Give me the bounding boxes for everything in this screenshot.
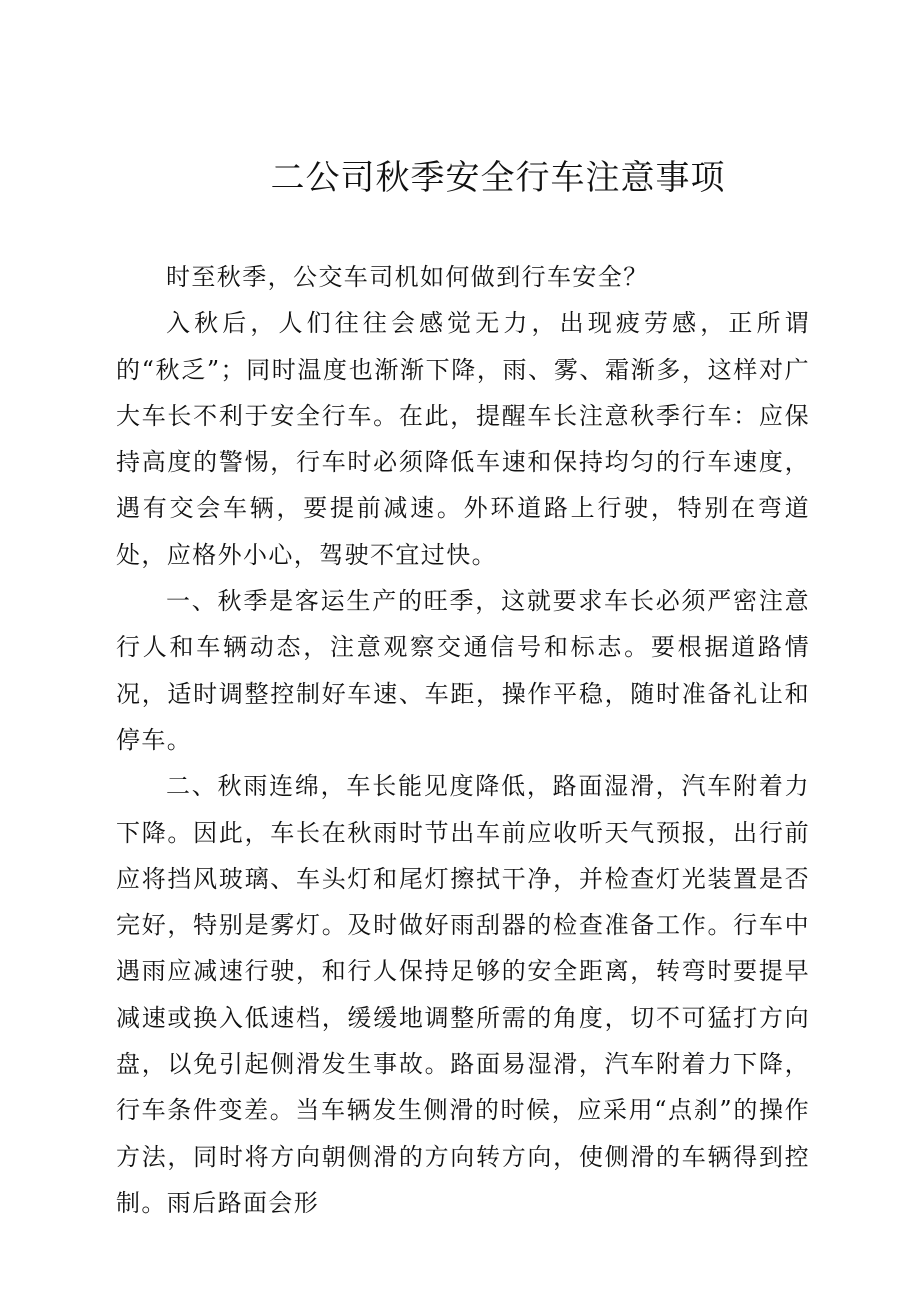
paragraph-point-two: 二、秋雨连绵，车长能见度降低，路面湿滑，汽车附着力下降。因此，车长在秋雨时节出车前应收听天气预报，出行前应将挡风玻璃、车头灯和尾灯擦拭干净，并检查灯光装置是否完好，特别是雾灯。及时做好雨刮器的检查准备工作。行车中遇雨应减速行驶，和行人保持足够的安全距离，转弯时要提早减速或换入低速档，缓缓地调整所需的角度，切不可猛打方向盘，以免引起侧滑发生事故。路面易湿滑，汽车附着力下降，行车条件变差。当车辆发生侧滑的时候，应采用“点刹”的操作方法，同时将方向朝侧滑的方向转方向，使侧滑的车辆得到控制。雨后路面会形 <box>116 772 810 1217</box>
paragraph-point-one: 一、秋季是客运生产的旺季，这就要求车长必须严密注意行人和车辆动态，注意观察交通信号和标志。要根据道路情况，适时调整控制好车速、车距，操作平稳，随时准备礼让和停车。 <box>116 587 810 754</box>
paragraph-intro-question: 时至秋季，公交车司机如何做到行车安全？ <box>166 263 649 291</box>
document-title: 二公司秋季安全行车注意事项 <box>270 158 726 198</box>
paragraph-autumn-overview: 入秋后，人们往往会感觉无力，出现疲劳感，正所谓的“秋乏”；同时温度也渐渐下降，雨、雾、霜渐多，这样对广大车长不利于安全行车。在此，提醒车长注意秋季行车：应保持高度的警惕，行车时必须降低车速和保持均匀的行车速度，遇有交会车辆，要提前减速。外环道路上行驶，特别在弯道处，应格外小心，驾驶不宜过快。 <box>116 309 810 569</box>
document-body <box>116 254 810 1226</box>
